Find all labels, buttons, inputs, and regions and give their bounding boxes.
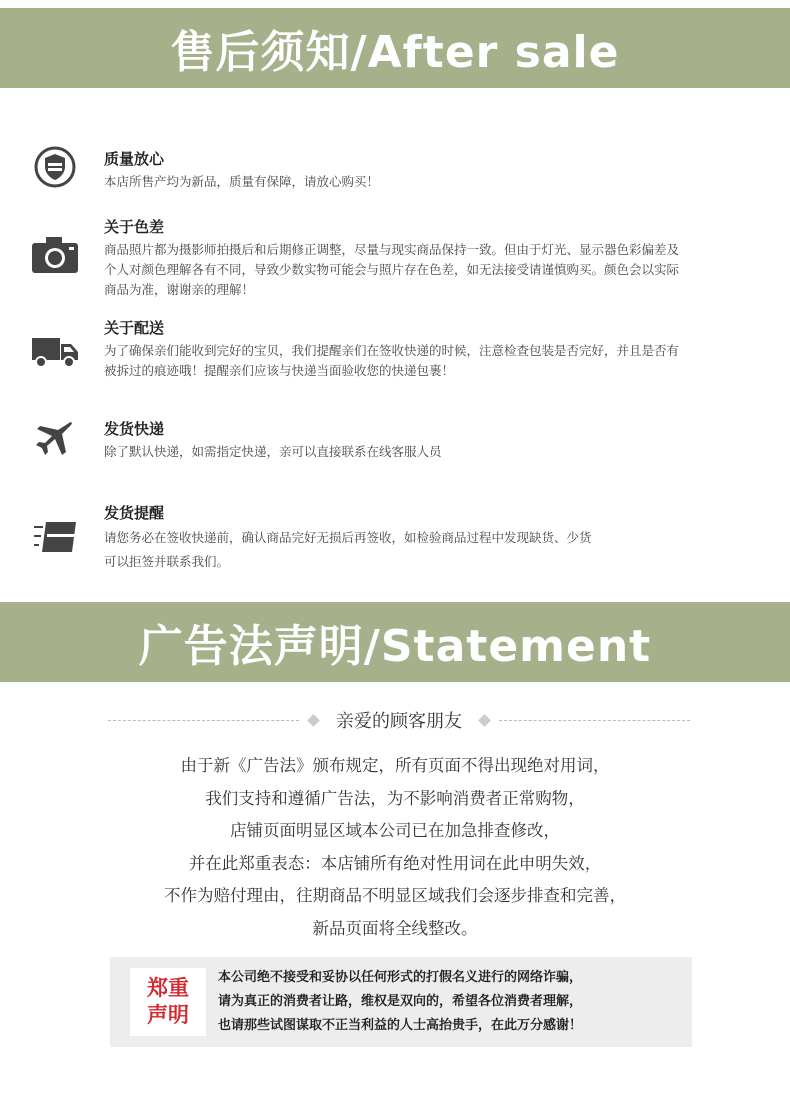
- notice-desc: [104, 240, 764, 300]
- notice-desc: [104, 442, 764, 462]
- notice-line: 为了确保亲们能收到完好的宝贝，我们提醒亲们在签收快递的时候，注意检查包装是否完好，并且是否有: [104, 343, 680, 358]
- declaration-line: 请为真正的消费者让路，维权是双向的，希望各位消费者理解，: [218, 994, 583, 1009]
- notice-desc: [104, 526, 764, 574]
- notice-title: 发货提醒: [104, 504, 165, 522]
- divider: [499, 720, 690, 721]
- notice-desc: [104, 172, 764, 192]
- notice-title: 质量放心: [104, 150, 165, 168]
- statement-line: 我们支持和遵循广告法，为不影响消费者正常购物，: [205, 788, 585, 808]
- notice-title: 关于配送: [104, 319, 165, 337]
- statement-banner: [0, 602, 790, 682]
- notice-line: 本店所售产均为新品，质量有保障，请放心购买！: [104, 174, 380, 189]
- airplane-icon: [28, 418, 82, 460]
- fast-box-icon: [28, 516, 82, 558]
- notice-line: 商品照片都为摄影师拍摄后和后期修正调整，尽量与现实商品保持一致。但由于灯光、显示器色彩偏差及: [104, 242, 680, 257]
- solemn-declaration-stamp: [130, 968, 206, 1036]
- statement-line: 新品页面将全线整改。: [312, 918, 478, 938]
- greeting-row: [108, 708, 690, 732]
- shield-icon: [28, 146, 82, 188]
- declaration-box: [110, 957, 692, 1047]
- camera-icon: [28, 234, 82, 276]
- diamond-icon: [478, 714, 491, 727]
- diamond-icon: [307, 714, 320, 727]
- statement-line: 不作为赔付理由，往期商品不明显区域我们会逐步排查和完善，: [164, 886, 626, 905]
- statement-line: 由于新《广告法》颁布规定，所有页面不得出现绝对用词，: [180, 756, 610, 775]
- notice-title: 发货快递: [104, 420, 165, 438]
- statement-line: 店铺页面明显区域本公司已在加急排查修改，: [230, 821, 560, 840]
- notice-line: 除了默认快递，如需指定快递，亲可以直接联系在线客服人员: [104, 444, 442, 459]
- stamp-line: 声明: [147, 1003, 189, 1027]
- notice-line: 个人对颜色理解各有不同，导致少数实物可能会与照片存在色差，如无法接受请谨慎购买。颜色会以实际: [104, 262, 680, 277]
- statement-body: [0, 750, 790, 945]
- declaration-line: 本公司绝不接受和妥协以任何形式的打假名义进行的网络诈骗，: [218, 970, 583, 985]
- truck-icon: [28, 331, 82, 373]
- notice-line: 商品为准，谢谢亲的理解！: [104, 282, 255, 297]
- stamp-line: 郑重: [147, 976, 189, 1000]
- notice-line: 可以拒签并联系我们。: [104, 554, 230, 569]
- statement-line: 并在此郑重表态：本店铺所有绝对性用词在此申明失效，: [188, 853, 602, 873]
- declaration-text: [218, 966, 688, 1038]
- divider: [108, 720, 299, 721]
- statement-title: 广告法声明/Statement: [138, 621, 652, 672]
- after-sale-banner: [0, 8, 790, 88]
- notice-title: 关于色差: [104, 218, 165, 236]
- notice-desc: [104, 341, 764, 381]
- declaration-line: 也请那些试图谋取不正当利益的人士高抬贵手，在此万分感谢！: [218, 1018, 583, 1033]
- greeting: 亲爱的顾客朋友: [336, 711, 462, 732]
- notice-line: 请您务必在签收快递前，确认商品完好无损后再签收，如检验商品过程中发现缺货、少货: [104, 530, 592, 545]
- after-sale-title: 售后须知/After sale: [170, 27, 620, 78]
- notice-line: 被拆过的痕迹哦！提醒亲们应该与快递当面验收您的快递包裹！: [104, 363, 455, 378]
